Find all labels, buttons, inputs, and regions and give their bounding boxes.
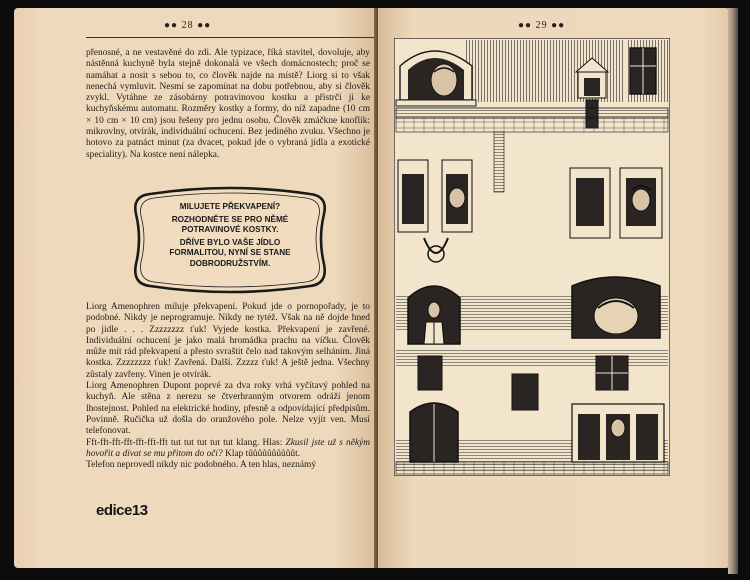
paragraph: Liorg Amenophren Dupont poprvé za dva roky vrhá vyčítavý pohled na kuchyň. Ale stěna z nerezu se čtverhranným otvorem odráží jenom lhostejnost. Pohled na elektrické hodiny, přesně a odpovídající předpisům. Povinně. Ručička už došla do oranžového pole. Nelze vyjít ven. Musí telefonovat. [86,381,370,437]
publisher-logo: edice13 [96,502,148,519]
text-column-bottom [86,302,370,471]
paragraph: přenosné, a ne vestavěné do zdi. Ale typizace, říká stavitel, dovoluje, aby nástěnná kuchyně byla stejně dokonalá ve všech domácnostech; proč se namáhat a nosit s sebou to, co člověk najde na místě? Liorg si to však nenechá vymluvit. Nesmí se zapomínat na dobu potřebnou, aby si člověk zvykl. Vytáhne ze zásobárny potravinovou kostku a přistrčí ji ke kuchyňskému automatu. Rozměry kostky a formy, do níž zapadne (10 cm × 10 cm × 10 cm) jsou řešeny pro jednu osobu. Člověk zmáčkne knoflík: mikrovlny, otvírák, individuální ochucení. Bez jediného zvuku. Všechno je hotovo za patnáct minut (za dvacet, pokud jde o vybraná jídla a exotické speciality). Na kostce není nálepka. [86,48,370,160]
page-edges [728,8,738,574]
advert-text [154,202,306,272]
folio-number: 28 [181,20,194,31]
advert-line: ROZHODNĚTE SE PRO NĚMÉ POTRAVINOVÉ KOSTKY. [171,214,289,235]
text-column-top [86,48,370,161]
paragraph: Fft-fft-fft-fft-fft-fft-fft tut tut tut tut tut klang. Hlas: Zkusil jste už s někým hovořit a dívat se mu přitom do očí? Klap tůůůůůůůůůůt. [86,437,370,459]
left-page [14,8,378,568]
folio-dots-left: ●● [164,20,182,31]
page-number-left: ●● 28 ●● [164,20,212,31]
advert-box [132,184,328,294]
paragraph: Liorg Amenophren miluje překvapení. Pokud jde o pornopořady, je to podobné. Nikdy je neprogramuje. Nikdy ne tytéž. Však na ně dojde hned po jídle . . . Zzzzzzzz ťuk! Vyjede kostka. Překvapení je zavřené. Individuální ochucení je jako malá hromádka prachu na víčku. Člověk může mít rád překvapení a přesto svraštit čelo nad takovým selháním. Jiná kostka. Zzzzzzzz ťuk! Zavřená. Další. Zzzzz ťuk! A ještě jedna. Všechny zůstaly zavřeny. Vinen je otvírák. [86,302,370,380]
window-with-head [572,277,660,338]
page-number-right: ●● 29 ●● [518,20,566,31]
header-rule-left [86,37,374,38]
building-illustration [394,38,670,476]
paragraph: Telefon neprovedl nikdy nic podobného. A ten hlas, neznámý [86,460,317,471]
advert-line: MILUJETE PŘEKVAPENÍ? [179,202,281,211]
window-with-man [408,286,460,344]
folio-number: 29 [535,20,548,31]
advert-line: DŘÍVE BYLO VAŠE JÍDLO FORMALITOU, NYNÍ SE STANE DOBRODRUŽSTVÍM. [169,237,291,268]
